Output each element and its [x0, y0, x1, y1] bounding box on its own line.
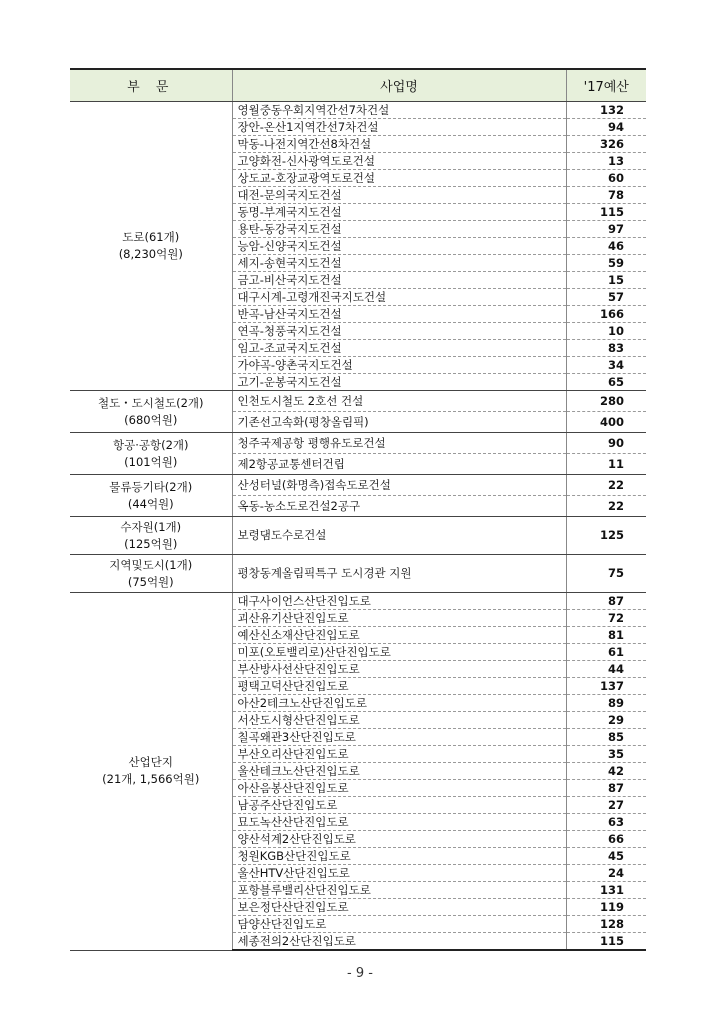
- table-row: [70, 391, 646, 412]
- budget-value: 78: [566, 187, 646, 204]
- budget-value: 42: [566, 763, 646, 780]
- table-row: [70, 593, 646, 610]
- sector-label: 철도・도시철도(2개): [97, 395, 204, 410]
- header-budget: '17예산: [566, 69, 646, 102]
- sector-cell: [70, 475, 232, 517]
- project-name: 칠곡왜관3산단진입도로: [232, 729, 566, 746]
- header-project-name: 사업명: [232, 69, 566, 102]
- table-header-row: [70, 69, 646, 102]
- sector-subtotal: (680억원): [124, 412, 178, 427]
- project-name: 금고-비산국지도건설: [232, 272, 566, 289]
- project-name: 임고-조교국지도건설: [232, 340, 566, 357]
- project-name: 서산도시형산단진입도로: [232, 712, 566, 729]
- project-name: 제2항공교통센터건립: [232, 454, 566, 475]
- budget-value: 72: [566, 610, 646, 627]
- project-name: 담양산단진입도로: [232, 916, 566, 933]
- table-row: [70, 433, 646, 454]
- project-name: 아산2테크노산단진입도로: [232, 695, 566, 712]
- sector-subtotal: (75억원): [127, 574, 174, 589]
- budget-value: 81: [566, 627, 646, 644]
- sector-cell: [70, 391, 232, 433]
- budget-value: 10: [566, 323, 646, 340]
- project-name: 장안-온산1지역간선7차건설: [232, 119, 566, 136]
- project-name: 영월중동우회지역간선7차건설: [232, 102, 566, 119]
- sector-subtotal: (125억원): [124, 536, 178, 551]
- project-name: 양산석계2산단진입도로: [232, 831, 566, 848]
- budget-value: 13: [566, 153, 646, 170]
- project-name: 부산오리산단진입도로: [232, 746, 566, 763]
- project-name: 인천도시철도 2호선 건설: [232, 391, 566, 412]
- project-name: 용탄-동강국지도건설: [232, 221, 566, 238]
- sector-label: 물류등기타(2개): [109, 479, 193, 494]
- project-name: 고양화전-신사광역도로건설: [232, 153, 566, 170]
- budget-value: 27: [566, 797, 646, 814]
- project-name: 보령댐도수로건설: [232, 517, 566, 555]
- sector-label: 도로(61개): [122, 230, 180, 244]
- budget-value: 75: [566, 555, 646, 593]
- budget-value: 85: [566, 729, 646, 746]
- table-row: [70, 102, 646, 119]
- sector-subtotal: (21개, 1,566억원): [102, 772, 200, 787]
- table-row: [70, 517, 646, 555]
- budget-value: 128: [566, 916, 646, 933]
- budget-value: 87: [566, 593, 646, 610]
- budget-value: 61: [566, 644, 646, 661]
- budget-value: 11: [566, 454, 646, 475]
- sector-subtotal: (44억원): [127, 496, 174, 511]
- budget-value: 119: [566, 899, 646, 916]
- budget-value: 125: [566, 517, 646, 555]
- project-name: 청주국제공항 평행유도로건설: [232, 433, 566, 454]
- project-name: 세지-송현국지도건설: [232, 255, 566, 272]
- budget-value: 131: [566, 882, 646, 899]
- budget-value: 137: [566, 678, 646, 695]
- budget-value: 132: [566, 102, 646, 119]
- budget-table: [70, 68, 646, 951]
- budget-value: 45: [566, 848, 646, 865]
- table-row: [70, 475, 646, 496]
- project-name: 연곡-청풍국지도건설: [232, 323, 566, 340]
- budget-value: 90: [566, 433, 646, 454]
- project-name: 보은정단산단진입도로: [232, 899, 566, 916]
- project-name: 울산테크노산단진입도로: [232, 763, 566, 780]
- budget-value: 115: [566, 204, 646, 221]
- budget-value: 87: [566, 780, 646, 797]
- budget-value: 46: [566, 238, 646, 255]
- sector-label: 산업단지: [128, 755, 173, 770]
- sector-cell: [70, 593, 232, 951]
- budget-value: 89: [566, 695, 646, 712]
- project-name: 옥동-농소도로건설2공구: [232, 496, 566, 517]
- project-name: 부산방사선산단진입도로: [232, 661, 566, 678]
- budget-value: 83: [566, 340, 646, 357]
- budget-value: 280: [566, 391, 646, 412]
- project-name: 세종전의2산단진입도로: [232, 933, 566, 951]
- budget-value: 66: [566, 831, 646, 848]
- budget-value: 22: [566, 475, 646, 496]
- header-sector: 부 문: [70, 69, 232, 102]
- budget-value: 400: [566, 412, 646, 433]
- sector-cell: [70, 433, 232, 475]
- project-name: 예산신소재산단진입도로: [232, 627, 566, 644]
- table-row: [70, 555, 646, 593]
- sector-subtotal: (101억원): [124, 454, 178, 469]
- table-body: [70, 102, 646, 951]
- budget-value: 34: [566, 357, 646, 374]
- budget-value: 94: [566, 119, 646, 136]
- budget-value: 15: [566, 272, 646, 289]
- page-number: - 9 -: [347, 966, 373, 981]
- budget-value: 63: [566, 814, 646, 831]
- budget-value: 57: [566, 289, 646, 306]
- budget-value: 115: [566, 933, 646, 951]
- budget-value: 65: [566, 374, 646, 391]
- project-name: 가야곡-양촌국지도건설: [232, 357, 566, 374]
- budget-value: 44: [566, 661, 646, 678]
- project-name: 막동-나전지역간선8차건설: [232, 136, 566, 153]
- project-name: 반곡-남산국지도건설: [232, 306, 566, 323]
- project-name: 기존선고속화(평창올림픽): [232, 412, 566, 433]
- project-name: 울산HTV산단진입도로: [232, 865, 566, 882]
- sector-label: 항공·공항(2개): [113, 437, 189, 452]
- sector-cell: [70, 102, 232, 391]
- project-name: 동명-부계국지도건설: [232, 204, 566, 221]
- budget-value: 60: [566, 170, 646, 187]
- project-name: 대전-문의국지도건설: [232, 187, 566, 204]
- project-name: 고기-운봉국지도건설: [232, 374, 566, 391]
- project-name: 포항블루밸리산단진입도로: [232, 882, 566, 899]
- sector-label: 지역및도시(1개): [109, 557, 193, 572]
- sector-cell: [70, 517, 232, 555]
- sector-cell: [70, 555, 232, 593]
- budget-value: 24: [566, 865, 646, 882]
- project-name: 능암-신양국지도건설: [232, 238, 566, 255]
- sector-label: 수자원(1개): [120, 519, 182, 534]
- project-name: 상도교-호장교광역도로건설: [232, 170, 566, 187]
- project-name: 미포(오토밸리로)산단진입도로: [232, 644, 566, 661]
- project-name: 평창동계올림픽특구 도시경관 지원: [232, 555, 566, 593]
- budget-value: 35: [566, 746, 646, 763]
- project-name: 대구사이언스산단진입도로: [232, 593, 566, 610]
- budget-value: 166: [566, 306, 646, 323]
- project-name: 괴산유기산단진입도로: [232, 610, 566, 627]
- project-name: 평택고덕산단진입도로: [232, 678, 566, 695]
- project-name: 산성터널(화명측)접속도로건설: [232, 475, 566, 496]
- project-name: 아산음봉산단진입도로: [232, 780, 566, 797]
- budget-value: 22: [566, 496, 646, 517]
- project-name: 청원KGB산단진입도로: [232, 848, 566, 865]
- budget-value: 59: [566, 255, 646, 272]
- budget-value: 97: [566, 221, 646, 238]
- project-name: 남공주산단진입도로: [232, 797, 566, 814]
- budget-value: 29: [566, 712, 646, 729]
- project-name: 묘도녹산산단진입도로: [232, 814, 566, 831]
- project-name: 대구시계-고령개진국지도건설: [232, 289, 566, 306]
- sector-subtotal: (8,230억원): [118, 247, 183, 261]
- budget-value: 326: [566, 136, 646, 153]
